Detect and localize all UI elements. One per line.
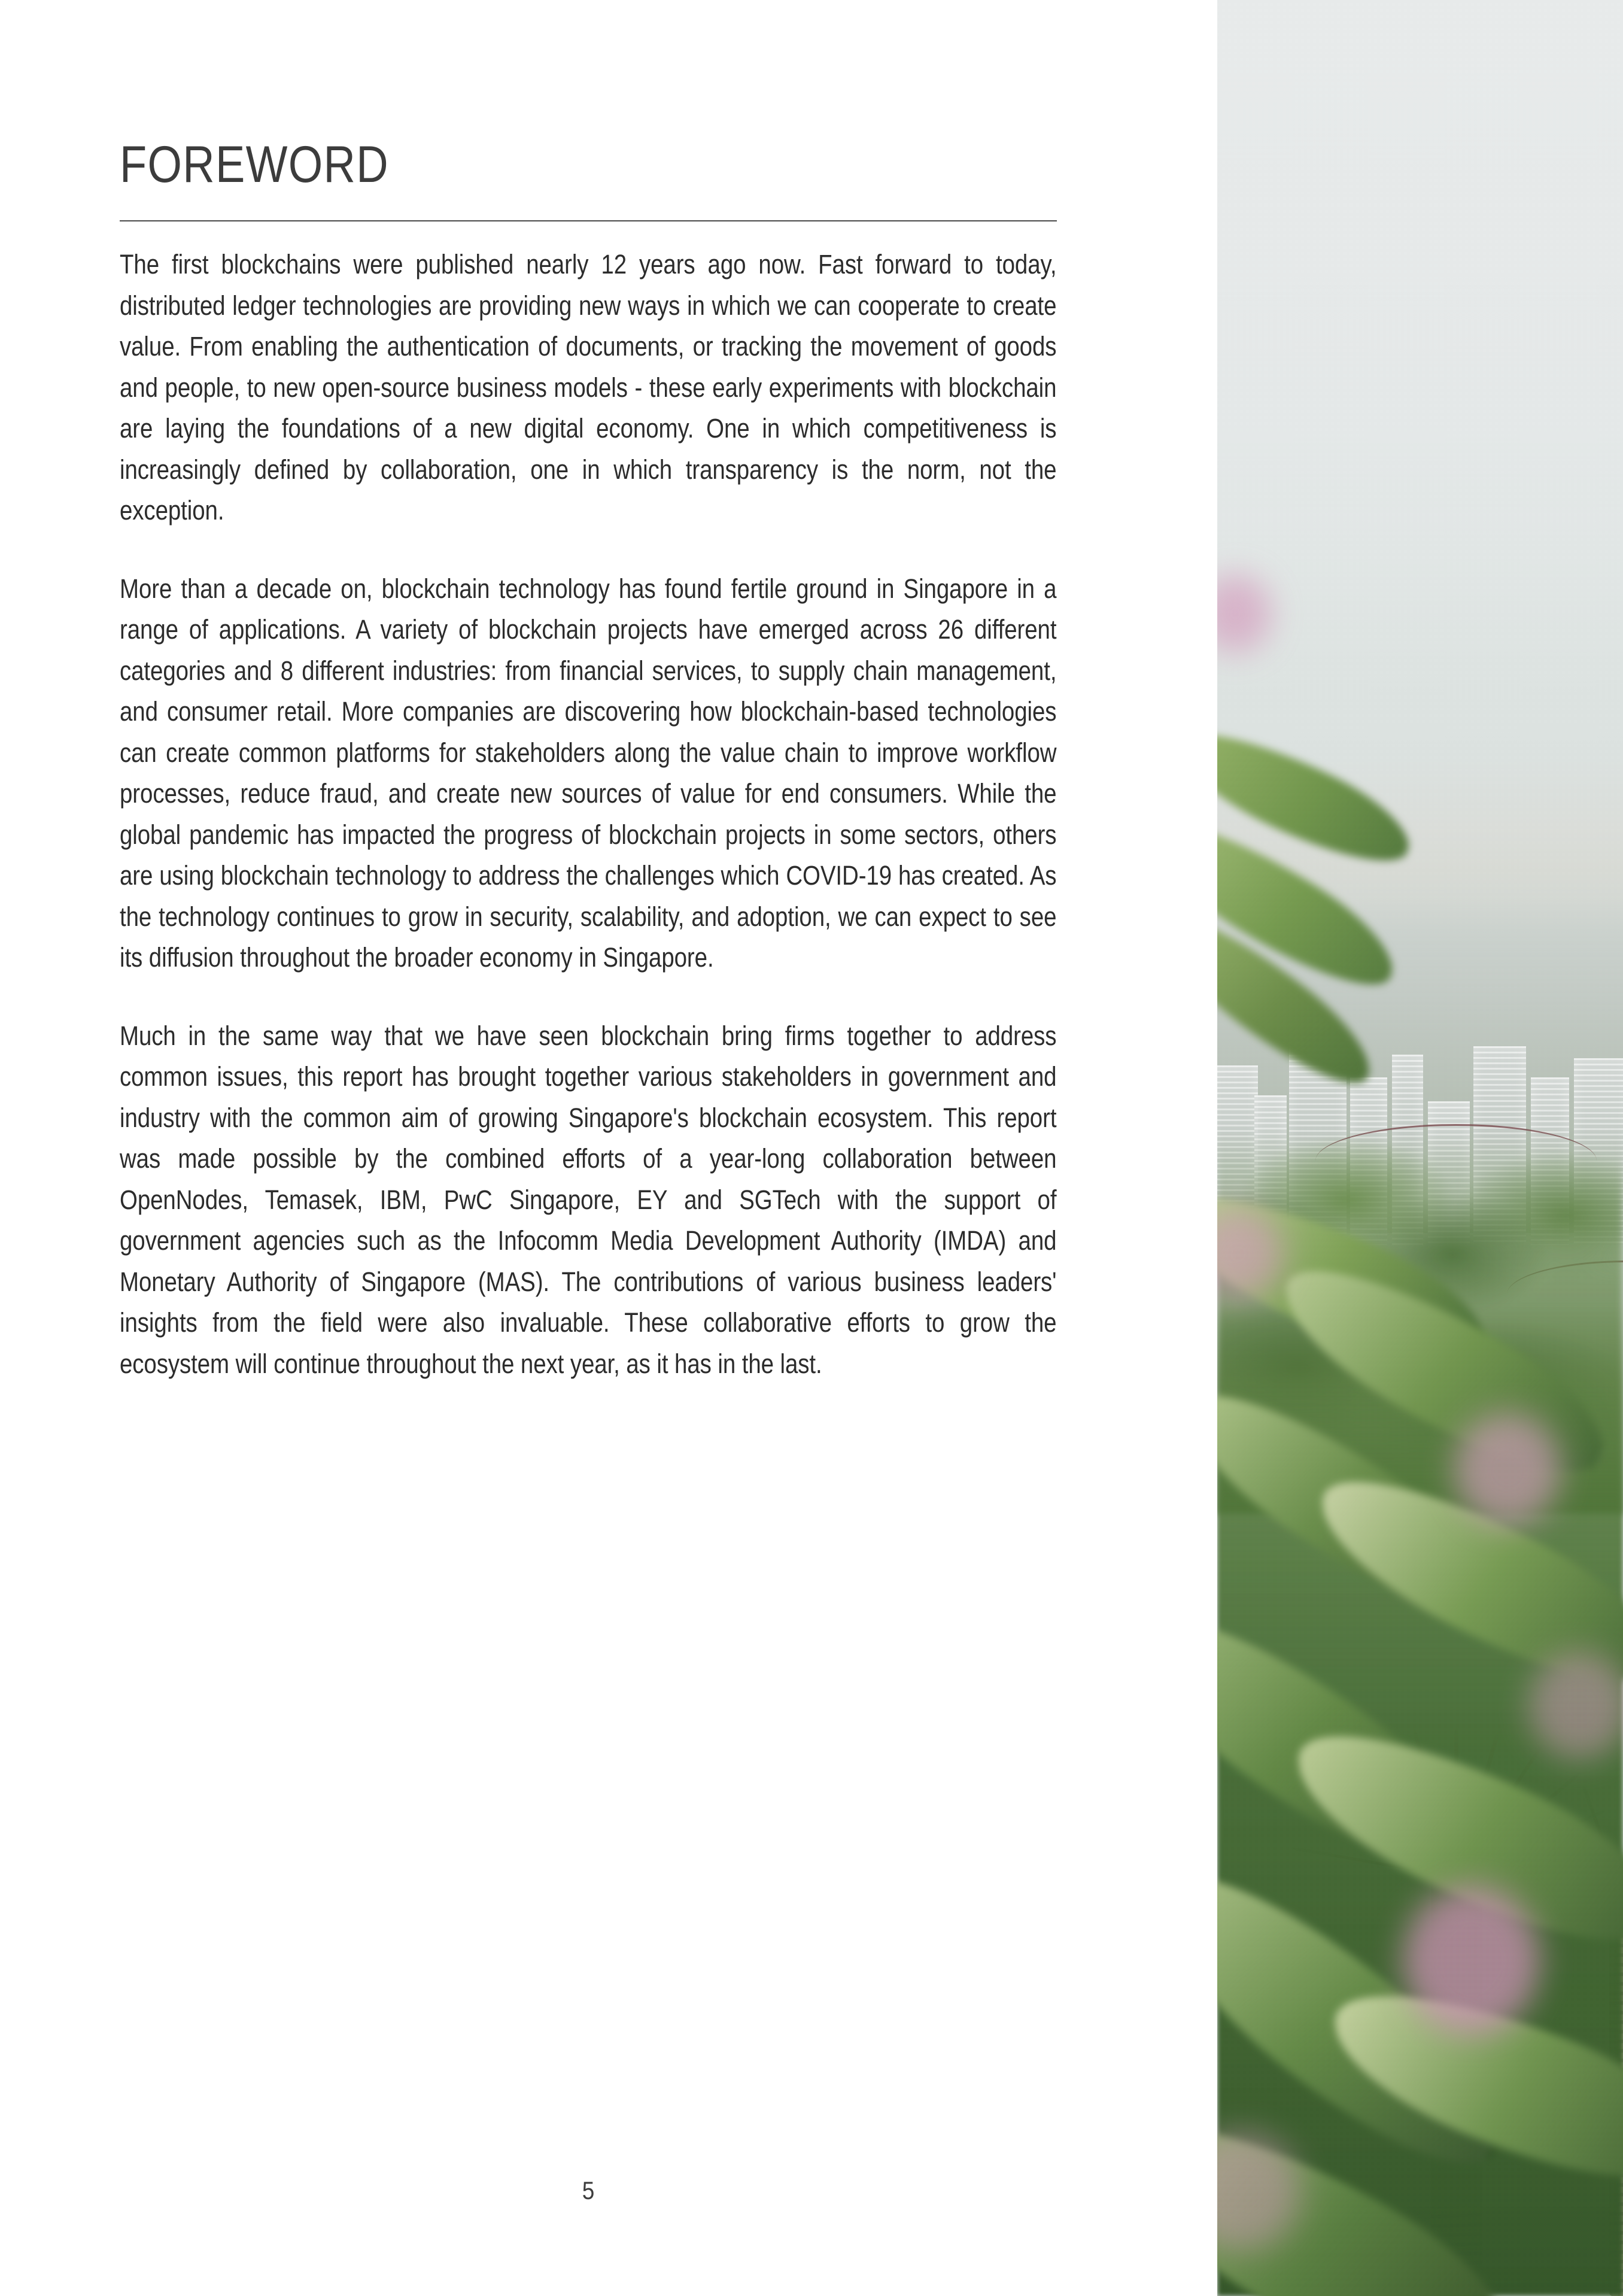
paragraph: The first blockchains were published nearly 12 years ago now. Fast forward to today, distributed ledger technologies are providing new ways in which we can cooperate to create value. From enabling the authentication of documents, or tracking the movement of goods and people, to new open-source business models - these early experiments with blockchain are laying the foundations of a new digital economy. One in which competitiveness is increasingly defined by collaboration, one in which transparency is the norm, not the exception. <box>120 249 1057 526</box>
text-column <box>120 0 1057 2296</box>
title-divider <box>120 220 1057 221</box>
page-number: 5 <box>582 2176 595 2204</box>
supertree-photograph <box>1217 0 1623 2296</box>
page-title: FOREWORD <box>120 136 389 193</box>
pink-blossom <box>1403 1885 1540 2035</box>
pink-blossom <box>1528 1652 1623 1760</box>
paragraph: More than a decade on, blockchain technology has found fertile ground in Singapore in a range of applications. A variety of blockchain projects have emerged across 26 different categories and 8 different industries: from financial services, to supply chain management, and consumer retail. More companies are discovering how blockchain-based technologies can create common platforms for stakeholders along the value chain to improve workflow processes, reduce fraud, and create new sources of value for end consumers. While the global pandemic has impacted the progress of blockchain projects in some sectors, others are using blockchain technology to address the challenges which COVID-19 has created. As the technology continues to grow in security, scalability, and adoption, we can expect to see its diffusion throughout the broader economy in Singapore. <box>120 573 1057 973</box>
pink-blossom <box>1454 1413 1561 1526</box>
paragraph: Much in the same way that we have seen blockchain bring firms together to address common issues, this report has brought together various stakeholders in government and industry with the common aim of growing Singapore's blockchain ecosystem. This report was made possible by the combined efforts of a year-long collaboration between OpenNodes, Temasek, IBM, PwC Singapore, EY and SGTech with the support of government agencies such as the Infocomm Media Development Authority (IMDA) and Monetary Authority of Singapore (MAS). The contributions of various business leaders' insights from the field were also invaluable. These collaborative efforts to grow the ecosystem will continue throughout the next year, as it has in the last. <box>120 1020 1057 1379</box>
foreword-body <box>120 244 1057 1384</box>
